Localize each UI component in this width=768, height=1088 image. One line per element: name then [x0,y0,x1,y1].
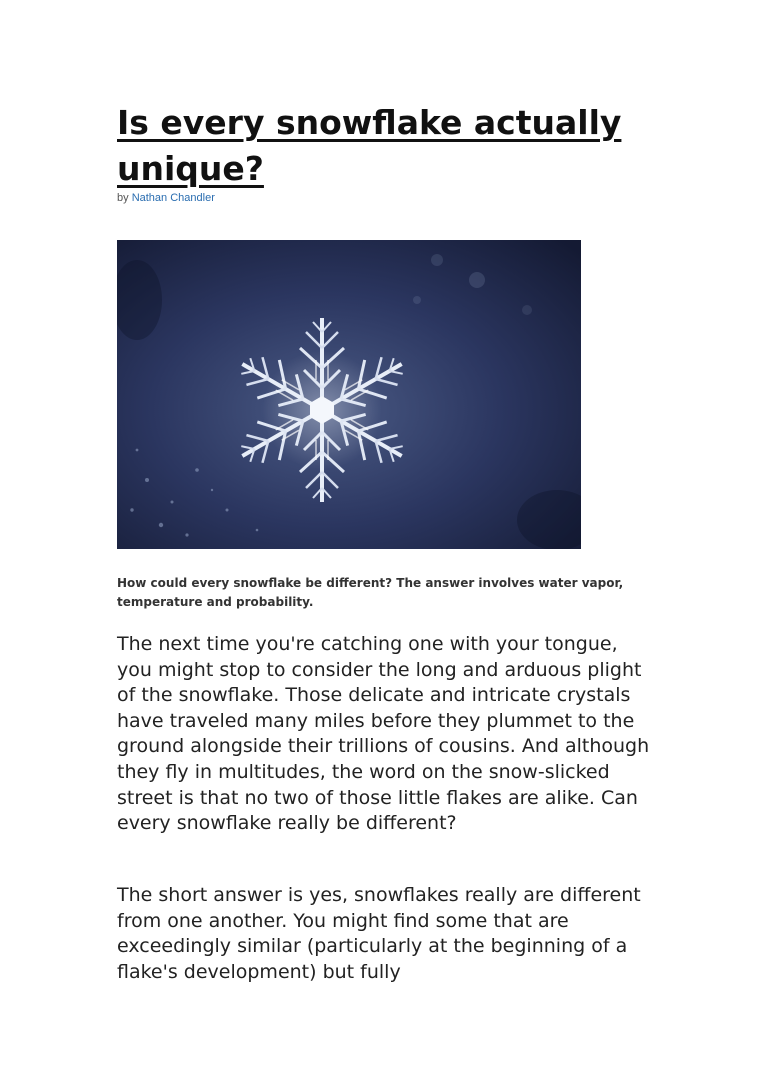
image-caption: How could every snowflake be different? The answer involves water vapor, temperature and probability. [117,576,624,609]
byline [117,192,215,204]
snowflake-photo [117,240,581,549]
byline-prefix: by [117,192,129,204]
paragraph-2: The short answer is yes, snowflakes really are different from one another. You might find some that are exceedingly similar (particularly at the beginning of a flake's development) but fully [117,884,641,983]
article-title: Is every snowflake actually unique? [117,103,622,188]
author-link[interactable]: Nathan Chandler [131,192,215,204]
paragraph-1: The next time you're catching one with your tongue, you might stop to consider the long and arduous plight of the snowflake. Those delicate and intricate crystals have traveled many miles before they plummet to the ground alongside their trillions of cousins. And although they fly in multitudes, the word on the snow-slicked street is that no two of those little flakes are alike. Can every snowflake really be different? [117,633,650,835]
